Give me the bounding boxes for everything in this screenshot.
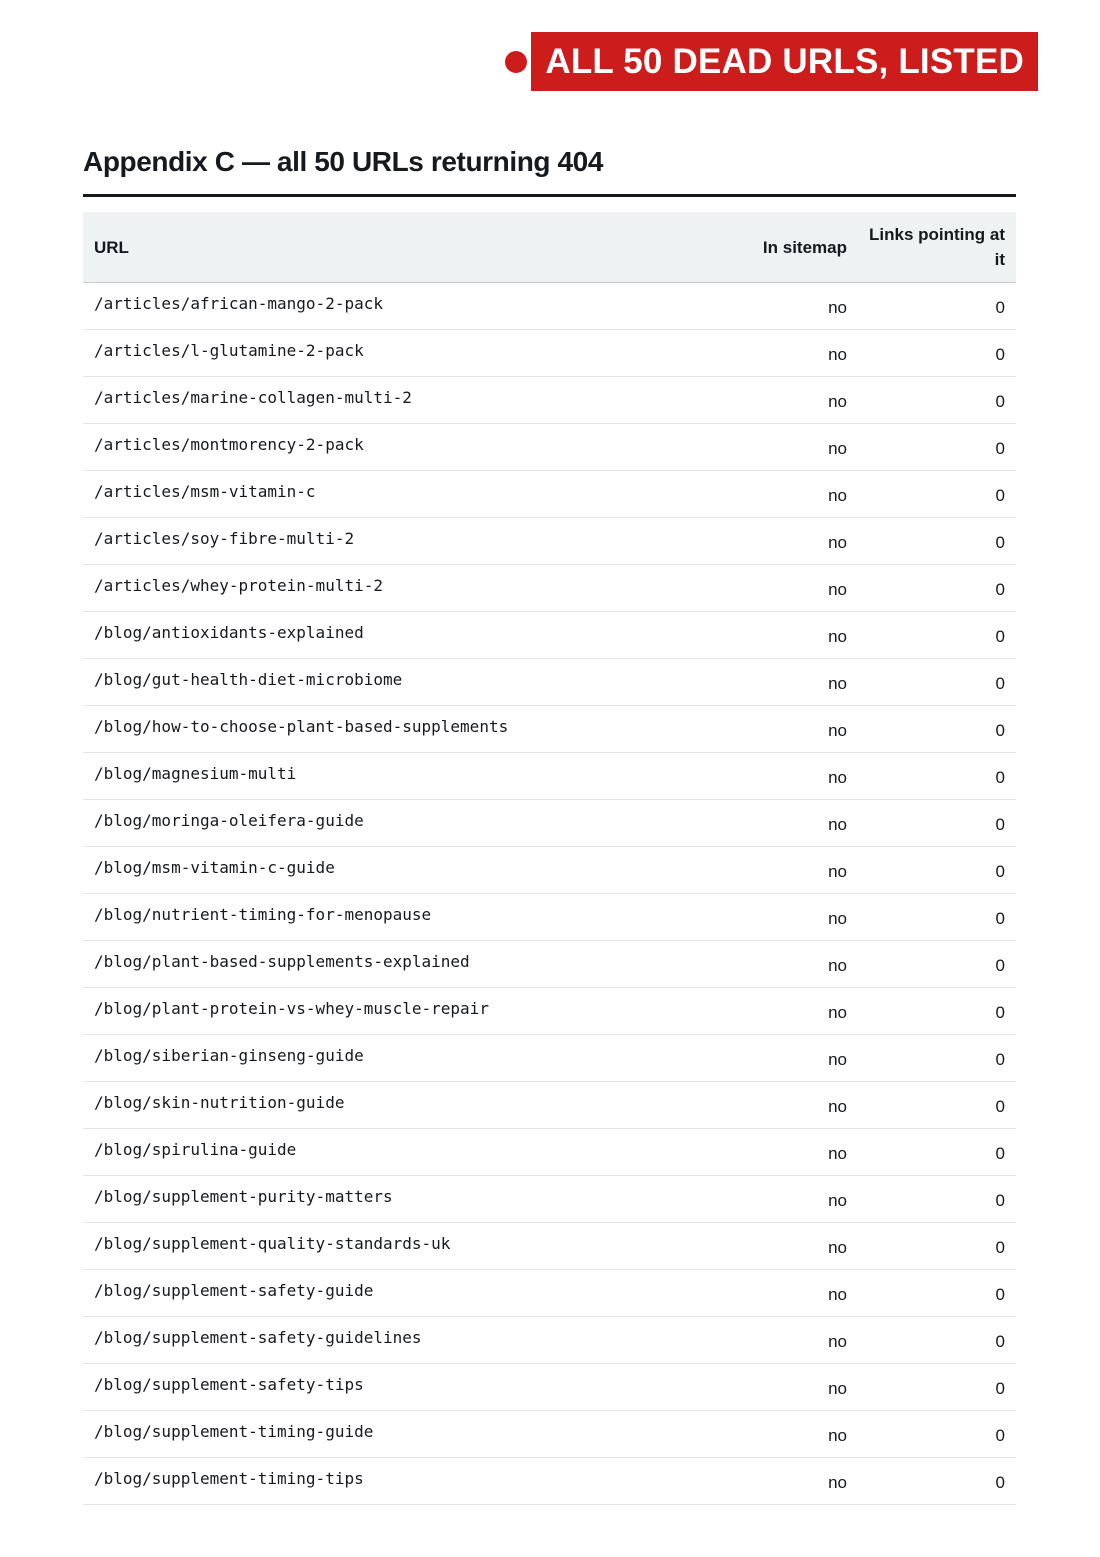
- url-cell: /blog/supplement-timing-tips: [83, 1458, 750, 1505]
- in-sitemap-cell: no: [750, 1364, 858, 1411]
- links-count-cell: 0: [858, 1129, 1016, 1176]
- url-cell: /blog/msm-vitamin-c-guide: [83, 847, 750, 894]
- in-sitemap-cell: no: [750, 471, 858, 518]
- table-row: [83, 1364, 1016, 1411]
- in-sitemap-cell: no: [750, 847, 858, 894]
- table-row: [83, 1458, 1016, 1505]
- url-cell: /blog/plant-based-supplements-explained: [83, 941, 750, 988]
- dead-urls-banner: [505, 32, 1038, 91]
- table-row: [83, 518, 1016, 565]
- links-count-cell: 0: [858, 800, 1016, 847]
- column-header-in-sitemap: In sitemap: [750, 212, 858, 283]
- in-sitemap-cell: no: [750, 706, 858, 753]
- table-row: [83, 1035, 1016, 1082]
- table-header: [83, 212, 1016, 283]
- url-cell: /blog/supplement-purity-matters: [83, 1176, 750, 1223]
- in-sitemap-cell: no: [750, 283, 858, 330]
- in-sitemap-cell: no: [750, 1223, 858, 1270]
- table-row: [83, 1270, 1016, 1317]
- url-cell: /blog/supplement-safety-guide: [83, 1270, 750, 1317]
- in-sitemap-cell: no: [750, 1129, 858, 1176]
- table-body: [83, 283, 1016, 1505]
- table-row: [83, 1223, 1016, 1270]
- column-header-links-pointing: Links pointing at it: [858, 212, 1016, 283]
- url-cell: /blog/supplement-quality-standards-uk: [83, 1223, 750, 1270]
- table-row: [83, 847, 1016, 894]
- in-sitemap-cell: no: [750, 377, 858, 424]
- table-row: [83, 941, 1016, 988]
- url-cell: /articles/soy-fibre-multi-2: [83, 518, 750, 565]
- in-sitemap-cell: no: [750, 1082, 858, 1129]
- url-cell: /blog/magnesium-multi: [83, 753, 750, 800]
- url-cell: /blog/spirulina-guide: [83, 1129, 750, 1176]
- in-sitemap-cell: no: [750, 565, 858, 612]
- url-cell: /articles/african-mango-2-pack: [83, 283, 750, 330]
- in-sitemap-cell: no: [750, 800, 858, 847]
- table-row: [83, 988, 1016, 1035]
- links-count-cell: 0: [858, 847, 1016, 894]
- links-count-cell: 0: [858, 330, 1016, 377]
- table-row: [83, 283, 1016, 330]
- in-sitemap-cell: no: [750, 518, 858, 565]
- url-cell: /blog/skin-nutrition-guide: [83, 1082, 750, 1129]
- url-cell: /blog/plant-protein-vs-whey-muscle-repair: [83, 988, 750, 1035]
- url-cell: /blog/supplement-timing-guide: [83, 1411, 750, 1458]
- in-sitemap-cell: no: [750, 1270, 858, 1317]
- links-count-cell: 0: [858, 1458, 1016, 1505]
- url-cell: /articles/whey-protein-multi-2: [83, 565, 750, 612]
- url-cell: /articles/l-glutamine-2-pack: [83, 330, 750, 377]
- in-sitemap-cell: no: [750, 988, 858, 1035]
- links-count-cell: 0: [858, 377, 1016, 424]
- links-count-cell: 0: [858, 1223, 1016, 1270]
- links-count-cell: 0: [858, 706, 1016, 753]
- in-sitemap-cell: no: [750, 424, 858, 471]
- table-row: [83, 894, 1016, 941]
- url-cell: /blog/nutrient-timing-for-menopause: [83, 894, 750, 941]
- url-cell: /blog/supplement-safety-tips: [83, 1364, 750, 1411]
- links-count-cell: 0: [858, 518, 1016, 565]
- table-row: [83, 706, 1016, 753]
- links-count-cell: 0: [858, 1082, 1016, 1129]
- in-sitemap-cell: no: [750, 941, 858, 988]
- table-row: [83, 1176, 1016, 1223]
- in-sitemap-cell: no: [750, 1458, 858, 1505]
- links-count-cell: 0: [858, 988, 1016, 1035]
- url-cell: /blog/siberian-ginseng-guide: [83, 1035, 750, 1082]
- header-row: [83, 212, 1016, 283]
- links-count-cell: 0: [858, 424, 1016, 471]
- red-dot-icon: [505, 51, 527, 73]
- title-divider: [83, 194, 1016, 197]
- links-count-cell: 0: [858, 753, 1016, 800]
- url-cell: /blog/how-to-choose-plant-based-supplements: [83, 706, 750, 753]
- table-row: [83, 330, 1016, 377]
- dead-urls-table: [83, 212, 1016, 1505]
- links-count-cell: 0: [858, 1035, 1016, 1082]
- url-cell: /articles/montmorency-2-pack: [83, 424, 750, 471]
- in-sitemap-cell: no: [750, 1411, 858, 1458]
- links-count-cell: 0: [858, 659, 1016, 706]
- table-row: [83, 612, 1016, 659]
- links-count-cell: 0: [858, 1176, 1016, 1223]
- table-row: [83, 377, 1016, 424]
- in-sitemap-cell: no: [750, 1035, 858, 1082]
- table-row: [83, 1082, 1016, 1129]
- url-cell: /blog/antioxidants-explained: [83, 612, 750, 659]
- column-header-url: URL: [83, 212, 750, 283]
- links-count-cell: 0: [858, 941, 1016, 988]
- url-cell: /blog/supplement-safety-guidelines: [83, 1317, 750, 1364]
- table-row: [83, 424, 1016, 471]
- table-row: [83, 1317, 1016, 1364]
- in-sitemap-cell: no: [750, 894, 858, 941]
- banner-label: ALL 50 DEAD URLS, LISTED: [531, 32, 1038, 91]
- table-row: [83, 1411, 1016, 1458]
- links-count-cell: 0: [858, 1270, 1016, 1317]
- in-sitemap-cell: no: [750, 612, 858, 659]
- links-count-cell: 0: [858, 283, 1016, 330]
- links-count-cell: 0: [858, 471, 1016, 518]
- url-cell: /articles/msm-vitamin-c: [83, 471, 750, 518]
- page-title: Appendix C — all 50 URLs returning 404: [83, 146, 604, 177]
- links-count-cell: 0: [858, 565, 1016, 612]
- url-cell: /blog/moringa-oleifera-guide: [83, 800, 750, 847]
- links-count-cell: 0: [858, 612, 1016, 659]
- in-sitemap-cell: no: [750, 753, 858, 800]
- links-count-cell: 0: [858, 1364, 1016, 1411]
- links-count-cell: 0: [858, 894, 1016, 941]
- table-row: [83, 753, 1016, 800]
- url-cell: /blog/gut-health-diet-microbiome: [83, 659, 750, 706]
- table-row: [83, 1129, 1016, 1176]
- links-count-cell: 0: [858, 1317, 1016, 1364]
- table-row: [83, 565, 1016, 612]
- table-row: [83, 471, 1016, 518]
- table-row: [83, 659, 1016, 706]
- in-sitemap-cell: no: [750, 1317, 858, 1364]
- in-sitemap-cell: no: [750, 1176, 858, 1223]
- url-cell: /articles/marine-collagen-multi-2: [83, 377, 750, 424]
- in-sitemap-cell: no: [750, 659, 858, 706]
- in-sitemap-cell: no: [750, 330, 858, 377]
- links-count-cell: 0: [858, 1411, 1016, 1458]
- table-row: [83, 800, 1016, 847]
